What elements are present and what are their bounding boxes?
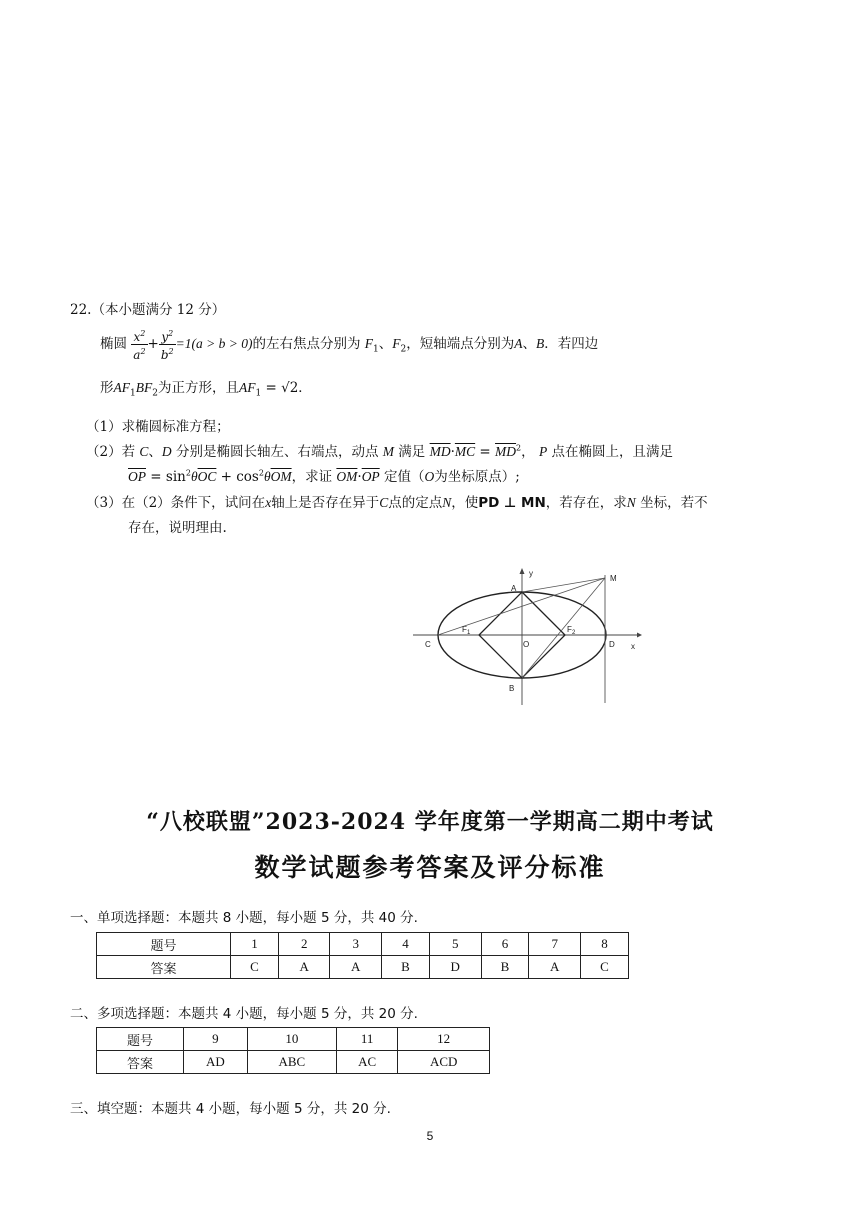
part-2-line1: （2）若 C、D 分别是椭圆长轴左、右端点，动点 M 满足 $\overline{MD}\cdot\overline{MC} = \overline{MD}^2$， P 点在椭圆上，且满足 [86,443,673,460]
cell: B [481,956,529,979]
cell: 8 [581,933,629,956]
answer-key-subtitle: 数学试题参考答案及评分标准 [254,853,606,882]
part-1: （1）求椭圆标准方程； [86,419,230,435]
fraction-y2-b2: $\frac{y^2}{b^2}$ [160,329,174,362]
cell: B [382,956,430,979]
table-row-numbers [97,933,629,956]
table-single-choice [96,932,629,979]
label-A: A [511,584,517,593]
label-y: y [529,569,533,578]
part-3-line1: （3）在（2）条件下，试问在x轴上是否存在异于C点的定点N，使PD ⊥ MN，若存在，求N 坐标，若不 [86,495,708,511]
answer-key-title: “八校联盟”2023-2024 学年度第一学期高二期中考试 [146,809,714,835]
cell: A [529,956,581,979]
table-row-numbers [97,1028,490,1051]
x-axis-arrow [637,633,642,638]
label-O: O [523,640,530,649]
table-multiple-choice [96,1027,490,1074]
row-head: 题号 [97,1028,184,1051]
cell: ACD [398,1051,490,1074]
row-head: 题号 [97,933,231,956]
cell: 1 [230,933,278,956]
row-head: 答案 [97,1051,184,1074]
cell: 4 [382,933,430,956]
part-3-line2: 存在，说明理由. [128,520,227,536]
label-B: B [509,684,515,693]
label-D: D [609,640,615,649]
question-intro-line2: 形$AF_1BF_2$为正方形，且$AF_1 = √2$． [100,380,312,399]
page-number: 5 [426,1129,434,1143]
cell: A [278,956,330,979]
label-C: C [425,640,431,649]
y-axis-arrow [520,568,525,574]
cell: 7 [529,933,581,956]
fraction-x2-a2: $\frac{x^2}{a^2}$ [133,329,146,362]
cell: 6 [481,933,529,956]
cell: AD [183,1051,247,1074]
cell: ABC [247,1051,336,1074]
label-F2: F [567,625,572,634]
cell: 3 [330,933,382,956]
table-row-answers [97,1051,490,1074]
label-F2-sub: 2 [572,630,576,636]
question-header: 22.（本小题满分 12 分） [70,302,226,318]
cell: 2 [278,933,330,956]
line-A-M [522,578,605,592]
row-head: 答案 [97,956,231,979]
part-2-line2: $\overline{OP} = \sin^2\theta\overline{OC} + \cos^2\theta\overline{OM}$，求证 $\overline{OM}\cdot\overline{OP}$ 定值（O为坐标原点）; [128,468,520,485]
cell: 12 [398,1028,490,1051]
cell: 5 [429,933,481,956]
section-3-heading: 三、填空题：本题共 4 小题，每小题 5 分，共 20 分. [70,1101,391,1117]
cell: C [581,956,629,979]
question-intro-line1: 椭圆 $\frac{x^2}{a^2}$ + $\frac{y^2}{b^2}$ =1(a > b > 0)的左右焦点分别为 $F_1$、$F_2$，短轴端点分别为A、B．若四边 [100,329,599,362]
ellipse-figure [405,565,650,710]
section-2-heading: 二、多项选择题：本题共 4 小题，每小题 5 分，共 20 分. [70,1006,418,1022]
cell: AC [336,1051,397,1074]
cell: 11 [336,1028,397,1051]
cell: 9 [183,1028,247,1051]
cell: D [429,956,481,979]
label-F1-sub: 1 [467,630,471,636]
label-F1: F [462,625,467,634]
label-x: x [631,642,635,651]
cell: C [230,956,278,979]
cell: A [330,956,382,979]
label-M: M [610,574,617,583]
table-row-answers [97,956,629,979]
section-1-heading: 一、单项选择题：本题共 8 小题，每小题 5 分，共 40 分. [70,910,418,926]
cell: 10 [247,1028,336,1051]
